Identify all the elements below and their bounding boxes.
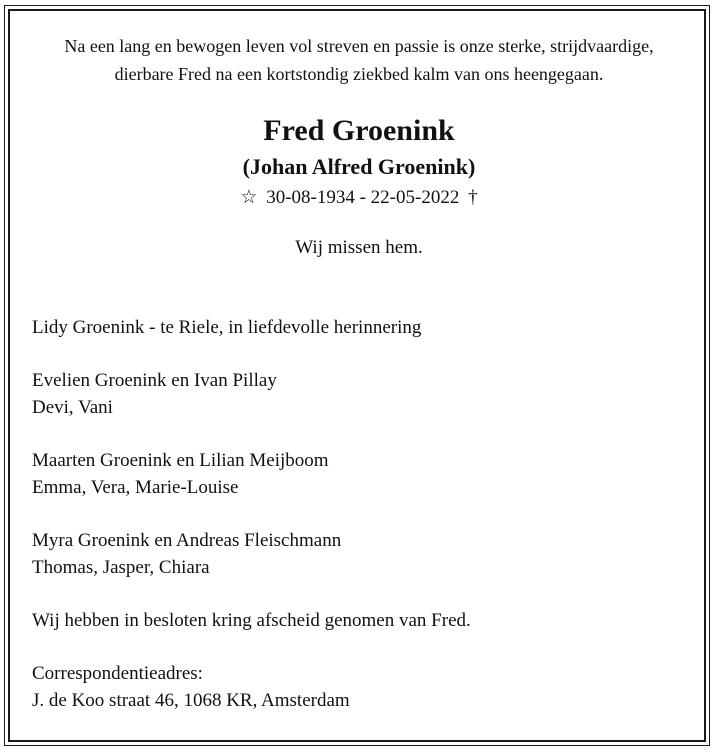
- family-line: Wij hebben in besloten kring afscheid genomen van Fred.: [32, 610, 471, 631]
- dates-text: 30-08-1934 - 22-05-2022: [266, 187, 460, 208]
- deceased-name: Fred Groenink: [263, 114, 455, 147]
- life-dates: [0, 184, 718, 212]
- family-section: [32, 314, 692, 740]
- correspondence-address: [32, 660, 692, 714]
- family-line: Evelien Groenink en Ivan Pillay: [32, 370, 277, 391]
- farewell-note: [32, 607, 692, 634]
- intro-text: [20, 32, 698, 88]
- family-block: [32, 447, 692, 501]
- cross-icon: †: [468, 187, 478, 208]
- family-line: Devi, Vani: [32, 397, 113, 418]
- address-line: J. de Koo straat 46, 1068 KR, Amsterdam: [32, 690, 350, 711]
- family-block: [32, 527, 692, 581]
- family-line: Lidy Groenink - te Riele, in liefdevolle herinnering: [32, 317, 422, 338]
- family-line: Thomas, Jasper, Chiara: [32, 557, 210, 578]
- missing-text: Wij missen hem.: [295, 237, 423, 258]
- intro-line-2: dierbare Fred na een kortstondig ziekbed kalm van ons heengegaan.: [114, 64, 604, 84]
- family-line: Emma, Vera, Marie-Louise: [32, 477, 239, 498]
- star-icon: ☆: [240, 187, 258, 208]
- intro-line-1: Na een lang en bewogen leven vol streven en passie is onze sterke, strijdvaardige,: [64, 36, 654, 56]
- address-label: Correspondentieadres:: [32, 663, 203, 684]
- deceased-full-name: (Johan Alfred Groenink): [242, 154, 476, 179]
- family-block: [32, 367, 692, 421]
- family-line: Myra Groenink en Andreas Fleischmann: [32, 530, 342, 551]
- family-block: [32, 314, 692, 341]
- family-line: Maarten Groenink en Lilian Meijboom: [32, 450, 329, 471]
